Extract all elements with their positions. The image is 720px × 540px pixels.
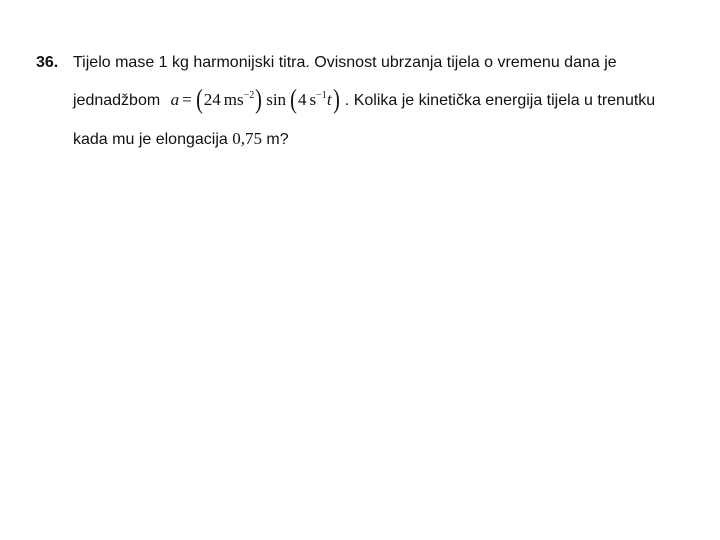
question-line-1: Tijelo mase 1 kg harmonijski titra. Ovisnost ubrzanja tijela o vremenu dana je — [73, 54, 617, 71]
question-number: 36. — [36, 54, 59, 71]
equation-amplitude-exponent: −2 — [243, 90, 255, 101]
acceleration-equation — [170, 84, 345, 114]
line-2-suffix: . Kolika je kinetička energija tijela u trenutku — [344, 92, 656, 109]
right-paren-2: ) — [332, 84, 340, 114]
left-paren-2: ( — [290, 84, 297, 114]
equation-omega-unit: s — [309, 90, 317, 109]
equation-func: sin — [266, 90, 287, 109]
equation-equals: = — [182, 90, 192, 109]
equation-variable: t — [326, 90, 332, 109]
equation-omega: 4 — [298, 90, 307, 109]
equation-omega-exponent: −1 — [316, 90, 327, 101]
question-line-2 — [73, 84, 655, 117]
line-2-prefix: jednadžbom — [73, 92, 161, 109]
right-paren: ) — [255, 84, 263, 114]
line-3-prefix: kada mu je elongacija — [73, 131, 228, 148]
left-paren: ( — [195, 84, 203, 114]
equation-lhs: a — [170, 90, 180, 109]
equation-amplitude: 24 — [203, 90, 221, 109]
line-3-suffix: m? — [266, 131, 289, 148]
question-line-3 — [73, 129, 289, 150]
equation-amplitude-unit: ms — [223, 90, 244, 109]
elongation-value: 0,75 — [232, 129, 262, 148]
